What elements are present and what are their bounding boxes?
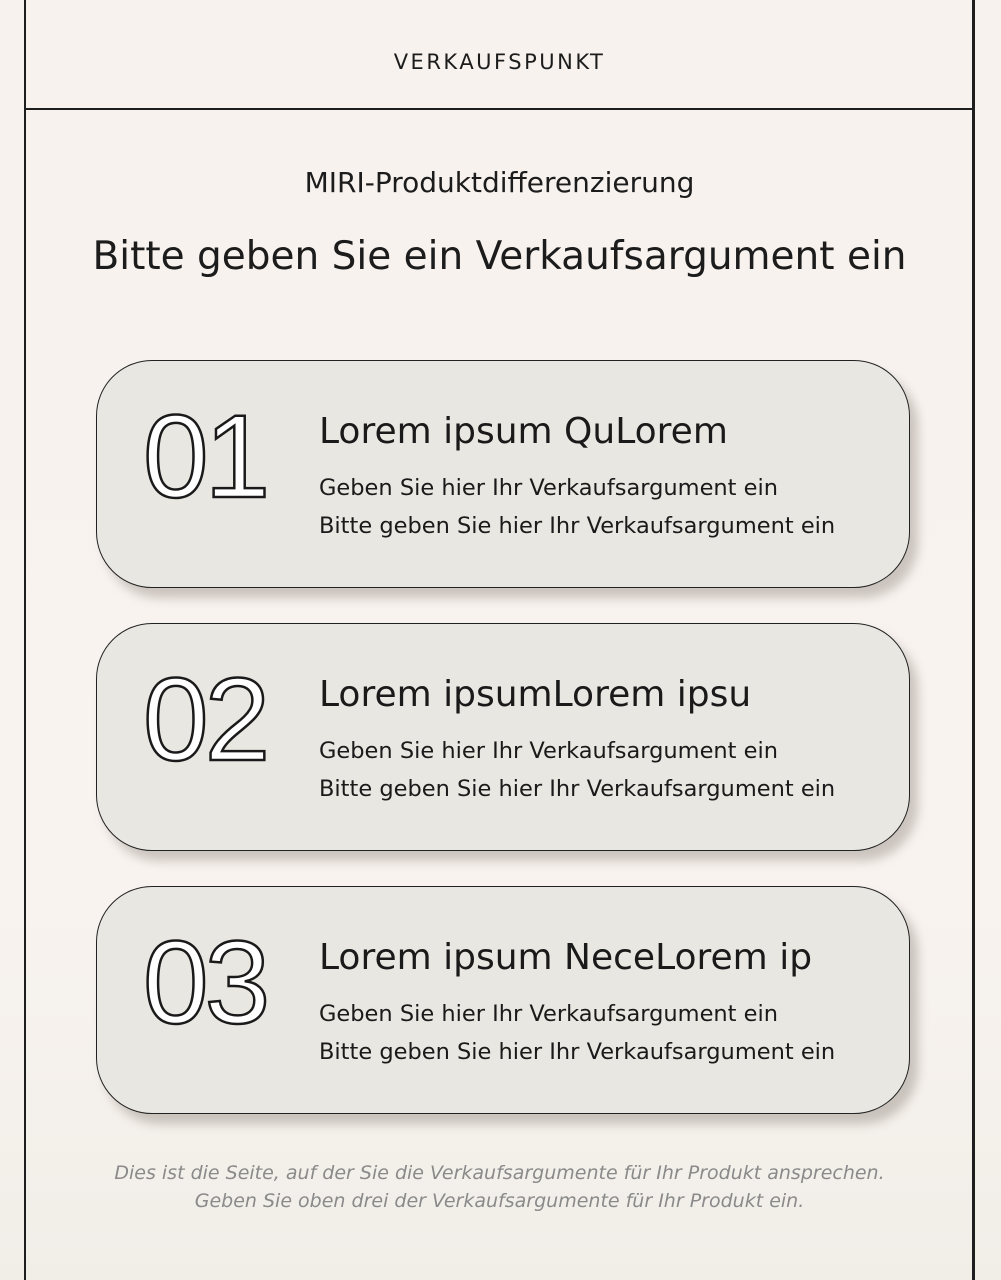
card-text-1a: Geben Sie hier Ihr Verkaufsargument ein [319, 475, 778, 501]
footer-note-2: Geben Sie oben drei der Verkaufsargumente für Ihr Produkt ein. [194, 1190, 805, 1212]
header-label: VERKAUFSPUNKT [393, 50, 606, 74]
selling-point-card-2 [96, 623, 910, 851]
card-heading-1: Lorem ipsum QuLorem [319, 411, 728, 452]
card-heading-3: Lorem ipsum NeceLorem ip [319, 937, 813, 978]
selling-point-card-1 [96, 360, 910, 588]
header-divider [24, 108, 975, 110]
card-text-2b: Bitte geben Sie hier Ihr Verkaufsargument ein [319, 776, 836, 802]
card-number-1: 01 [143, 391, 267, 523]
card-text-3b: Bitte geben Sie hier Ihr Verkaufsargument ein [319, 1039, 836, 1065]
footer-note-1: Dies ist die Seite, auf der Sie die Verkaufsargumente für Ihr Produkt ansprechen. [114, 1162, 885, 1184]
card-number-3: 03 [143, 917, 267, 1049]
card-number-2: 02 [143, 654, 267, 786]
selling-point-card-3 [96, 886, 910, 1114]
card-text-3a: Geben Sie hier Ihr Verkaufsargument ein [319, 1001, 778, 1027]
card-heading-2: Lorem ipsumLorem ipsu [319, 674, 752, 715]
page-subtitle: MIRI-Produktdifferenzierung [304, 166, 695, 199]
card-text-1b: Bitte geben Sie hier Ihr Verkaufsargument ein [319, 513, 836, 539]
card-text-2a: Geben Sie hier Ihr Verkaufsargument ein [319, 738, 778, 764]
page-title: Bitte geben Sie ein Verkaufsargument ein [92, 234, 907, 279]
